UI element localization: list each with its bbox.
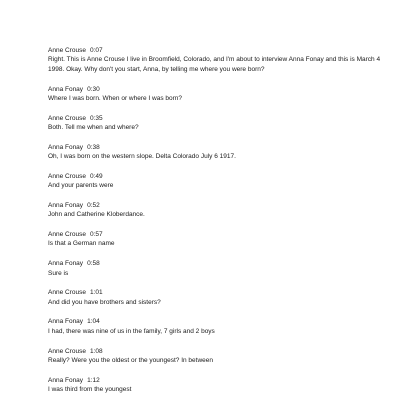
speaker-name: Anna Fonay	[48, 143, 84, 151]
transcript-entry	[48, 288, 388, 307]
timestamp: 0:58	[87, 260, 100, 268]
speaker-line	[48, 201, 388, 210]
transcript-entry	[48, 143, 388, 162]
utterance-text: Is that a German name	[48, 240, 115, 248]
utterance-text: Really? Were you the oldest or the youngest? In between	[48, 356, 214, 364]
utterance-text: Both. Tell me when and where?	[48, 124, 139, 132]
timestamp: 1:04	[87, 318, 100, 326]
speaker-line	[48, 317, 388, 326]
speaker-name: Anne Crouse	[48, 289, 86, 297]
speaker-line	[48, 259, 388, 268]
transcript-entry	[48, 347, 388, 366]
transcript-entry	[48, 172, 388, 191]
speaker-name: Anne Crouse	[48, 47, 86, 54]
speaker-name: Anne Crouse	[48, 231, 86, 239]
speaker-name: Anna Fonay	[48, 201, 84, 209]
speaker-line	[48, 347, 388, 356]
transcript-body	[48, 46, 388, 405]
transcript-entry	[48, 85, 388, 104]
speaker-line	[48, 230, 388, 239]
speaker-name: Anne Crouse	[48, 114, 86, 122]
transcript-entry	[48, 317, 388, 336]
transcript-entry	[48, 114, 388, 133]
speaker-line	[48, 114, 388, 123]
timestamp: 0:35	[89, 114, 103, 122]
transcript-entry	[48, 46, 388, 74]
utterance-text: I had, there was nine of us in the family, 7 girls and 2 boys	[48, 327, 215, 335]
timestamp: 0:07	[89, 47, 103, 54]
speaker-name: Anna Fonay	[48, 376, 84, 384]
transcript-entry	[48, 230, 388, 249]
timestamp: 1:08	[89, 347, 103, 355]
speaker-name: Anna Fonay	[48, 85, 84, 93]
speaker-line	[48, 376, 388, 385]
utterance-text: Sure is	[48, 269, 69, 277]
timestamp: 0:57	[89, 231, 103, 239]
utterance-text: And did you have brothers and sisters?	[48, 298, 161, 306]
speaker-line	[48, 172, 388, 181]
speaker-line	[48, 143, 388, 152]
speaker-line	[48, 46, 388, 55]
speaker-name: Anne Crouse	[48, 347, 86, 355]
timestamp: 0:49	[89, 172, 103, 180]
timestamp: 1:12	[87, 376, 100, 384]
timestamp: 1:01	[89, 289, 103, 297]
transcript-entry	[48, 259, 388, 278]
timestamp: 0:30	[87, 85, 100, 93]
timestamp: 0:38	[87, 143, 100, 151]
utterance-text: Right. This is Anne Crouse I live in Broomfield, Colorado, and I'm about to interview Anna Fonay and this is March 4 1998. Okay. Why don't you start, Anna, by telling me where you were born?	[48, 56, 381, 73]
utterance-text: I was third from the youngest	[48, 386, 132, 394]
utterance-text: Where I was born. When or where I was born?	[48, 94, 183, 102]
speaker-line	[48, 85, 388, 94]
speaker-name: Anna Fonay	[48, 318, 84, 326]
transcript-entry	[48, 376, 388, 395]
utterance-text: And your parents were	[48, 182, 114, 190]
timestamp: 0:52	[87, 201, 100, 209]
utterance-text: John and Catherine Kloberdance.	[48, 211, 145, 219]
transcript-entry	[48, 201, 388, 220]
utterance-text: Oh, I was born on the western slope. Delta Colorado July 6 1917.	[48, 153, 236, 161]
speaker-name: Anna Fonay	[48, 260, 84, 268]
speaker-line	[48, 288, 388, 297]
speaker-name: Anne Crouse	[48, 172, 86, 180]
